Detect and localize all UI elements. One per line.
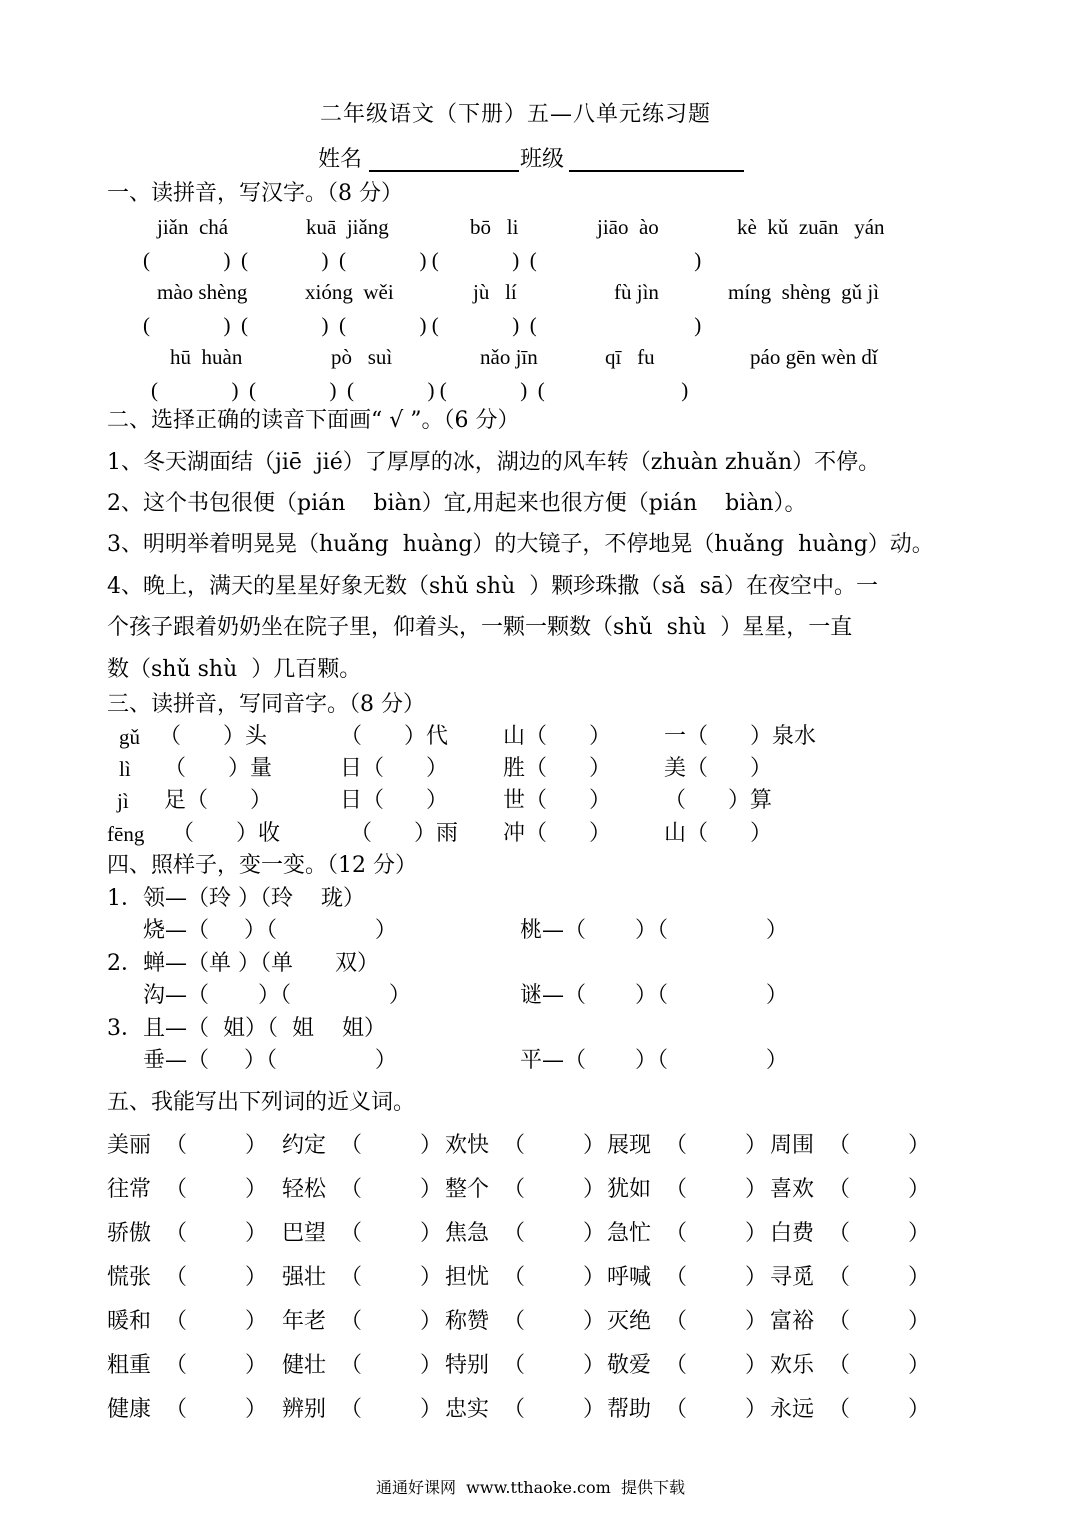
answer-blank-open[interactable]: （ <box>828 1177 851 1202</box>
answer-blank-open[interactable]: （ <box>665 1353 688 1378</box>
question-line: 1、冬天湖面结（jiē jié）了厚厚的冰，湖边的风车转（zhuàn zhuǎn）不停。 <box>107 450 881 475</box>
class-underline <box>569 170 744 172</box>
synonym-word: 骄傲 <box>107 1221 152 1246</box>
synonym-word: 急忙 <box>607 1221 652 1246</box>
synonym-word: 喜欢 <box>770 1177 815 1202</box>
answer-blank-close: ） <box>583 1177 606 1202</box>
section1-heading: 一、读拼音，写汉字。（8 分） <box>107 181 403 206</box>
answer-blank-close: ） <box>583 1133 606 1158</box>
transform-exercise[interactable]: 烧—（ ）（ ） <box>143 918 397 943</box>
class-label: 班级 <box>520 147 565 172</box>
answer-blanks[interactable]: ( ) ( ) ( ) ( ) ( ) <box>143 313 702 337</box>
transform-exercise[interactable]: 谜—（ ）（ ） <box>520 983 788 1008</box>
transform-exercise[interactable]: 沟—（ ）（ ） <box>143 983 411 1008</box>
answer-blank-open[interactable]: （ <box>165 1353 188 1378</box>
answer-blank-open[interactable]: （ <box>665 1177 688 1202</box>
synonym-word: 称赞 <box>445 1309 490 1334</box>
pinyin-item: míng shèng gǔ jì <box>728 280 880 304</box>
name-underline <box>369 170 519 172</box>
answer-blank-open[interactable]: （ <box>828 1133 851 1158</box>
answer-blank-close: ） <box>908 1177 931 1202</box>
answer-blank-open[interactable]: （ <box>340 1133 363 1158</box>
answer-blank-open[interactable]: （ <box>165 1265 188 1290</box>
pinyin-item: qī fu <box>605 345 655 369</box>
homophone-item[interactable]: 日（ ） <box>340 788 448 813</box>
pinyin-item: bō li <box>470 215 519 239</box>
pinyin-item: xióng wěi <box>305 280 394 304</box>
transform-example: 1．领—（玲 ）（玲 珑） <box>107 886 365 911</box>
answer-blank-open[interactable]: （ <box>340 1177 363 1202</box>
synonym-word: 往常 <box>107 1177 152 1202</box>
synonym-word: 暖和 <box>107 1309 152 1334</box>
answer-blank-open[interactable]: （ <box>503 1397 526 1422</box>
answer-blank-close: ） <box>908 1309 931 1334</box>
pinyin-item: páo gēn wèn dǐ <box>750 345 878 369</box>
footer-credit: 通通好课网 www.tthaoke.com 提供下载 <box>376 1478 685 1497</box>
answer-blank-open[interactable]: （ <box>340 1397 363 1422</box>
answer-blank-close: ） <box>420 1177 443 1202</box>
answer-blank-open[interactable]: （ <box>665 1221 688 1246</box>
homophone-item[interactable]: 胜（ ） <box>503 756 611 781</box>
synonym-word: 粗重 <box>107 1353 152 1378</box>
synonym-word: 忠实 <box>445 1397 490 1422</box>
answer-blank-close: ） <box>745 1221 768 1246</box>
section2-heading: 二、选择正确的读音下面画“ √ ”。（6 分） <box>107 408 520 433</box>
answer-blank-close: ） <box>583 1353 606 1378</box>
answer-blank-close: ） <box>583 1309 606 1334</box>
answer-blank-open[interactable]: （ <box>165 1177 188 1202</box>
transform-exercise[interactable]: 垂—（ ）（ ） <box>143 1048 397 1073</box>
answer-blank-open[interactable]: （ <box>503 1265 526 1290</box>
transform-exercise[interactable]: 平—（ ）（ ） <box>520 1048 788 1073</box>
synonym-word: 展现 <box>607 1133 652 1158</box>
synonym-word: 健康 <box>107 1397 152 1422</box>
answer-blank-close: ） <box>420 1353 443 1378</box>
answer-blank-close: ） <box>745 1309 768 1334</box>
synonym-word: 犹如 <box>607 1177 652 1202</box>
answer-blank-open[interactable]: （ <box>340 1309 363 1334</box>
synonym-word: 焦急 <box>445 1221 490 1246</box>
answer-blank-open[interactable]: （ <box>340 1265 363 1290</box>
answer-blank-open[interactable]: （ <box>165 1133 188 1158</box>
homophone-item[interactable]: （ ）代 <box>340 724 448 749</box>
pinyin-item: kuā jiǎng <box>306 215 389 239</box>
answer-blank-close: ） <box>745 1133 768 1158</box>
answer-blank-close: ） <box>245 1397 268 1422</box>
answer-blank-open[interactable]: （ <box>165 1221 188 1246</box>
question-line: 3、明明举着明晃晃（huǎng huàng）的大镜子，不停地晃（huǎng huàng）动。 <box>107 532 934 557</box>
answer-blank-close: ） <box>908 1221 931 1246</box>
synonym-word: 白费 <box>770 1221 815 1246</box>
answer-blanks[interactable]: ( ) ( ) ( ) ( ) ( ) <box>143 248 702 272</box>
answer-blank-open[interactable]: （ <box>165 1309 188 1334</box>
homophone-pinyin: fēng <box>107 822 145 846</box>
synonym-word: 辨别 <box>282 1397 327 1422</box>
synonym-word: 强壮 <box>282 1265 327 1290</box>
synonym-word: 担忧 <box>445 1265 490 1290</box>
synonym-word: 巴望 <box>282 1221 327 1246</box>
answer-blank-close: ） <box>245 1177 268 1202</box>
homophone-item[interactable]: 山（ ） <box>503 724 611 749</box>
answer-blanks[interactable]: ( ) ( ) ( ) ( ) ( ) <box>151 378 689 402</box>
name-label: 姓名 <box>318 147 363 172</box>
answer-blank-open[interactable]: （ <box>665 1397 688 1422</box>
homophone-item[interactable]: 足（ ） <box>164 788 272 813</box>
answer-blank-open[interactable]: （ <box>340 1353 363 1378</box>
synonym-word: 帮助 <box>607 1397 652 1422</box>
synonym-word: 寻觅 <box>770 1265 815 1290</box>
answer-blank-close: ） <box>745 1265 768 1290</box>
answer-blank-open[interactable]: （ <box>503 1133 526 1158</box>
answer-blank-close: ） <box>420 1133 443 1158</box>
answer-blank-close: ） <box>745 1177 768 1202</box>
answer-blank-close: ） <box>245 1133 268 1158</box>
answer-blank-close: ） <box>583 1221 606 1246</box>
answer-blank-open[interactable]: （ <box>665 1265 688 1290</box>
synonym-word: 约定 <box>282 1133 327 1158</box>
answer-blank-close: ） <box>245 1353 268 1378</box>
answer-blank-close: ） <box>583 1397 606 1422</box>
answer-blank-close: ） <box>908 1353 931 1378</box>
answer-blank-close: ） <box>745 1353 768 1378</box>
answer-blank-open[interactable]: （ <box>665 1309 688 1334</box>
answer-blank-open[interactable]: （ <box>165 1397 188 1422</box>
homophone-item[interactable]: （ ）头 <box>159 724 267 749</box>
homophone-pinyin: gǔ <box>119 725 140 749</box>
synonym-word: 呼喊 <box>607 1265 652 1290</box>
answer-blank-open[interactable]: （ <box>828 1397 851 1422</box>
transform-exercise[interactable]: 桃—（ ）（ ） <box>520 918 788 943</box>
answer-blank-open[interactable]: （ <box>665 1133 688 1158</box>
synonym-word: 永远 <box>770 1397 815 1422</box>
answer-blank-close: ） <box>583 1265 606 1290</box>
question-line: 数（shǔ shù ）几百颗。 <box>107 657 362 682</box>
homophone-item[interactable]: （ ）算 <box>664 788 772 813</box>
homophone-item[interactable]: （ ）收 <box>172 821 280 846</box>
answer-blank-close: ） <box>420 1265 443 1290</box>
synonym-word: 欢乐 <box>770 1353 815 1378</box>
answer-blank-close: ） <box>908 1265 931 1290</box>
homophone-item[interactable]: 美（ ） <box>664 756 772 781</box>
answer-blank-open[interactable]: （ <box>503 1353 526 1378</box>
answer-blank-open[interactable]: （ <box>828 1221 851 1246</box>
pinyin-item: fù jìn <box>614 280 659 304</box>
synonym-word: 灭绝 <box>607 1309 652 1334</box>
page-title: 二年级语文（下册）五—八单元练习题 <box>320 102 712 127</box>
homophone-pinyin: lì <box>119 757 131 781</box>
answer-blank-close: ） <box>908 1397 931 1422</box>
answer-blank-open[interactable]: （ <box>828 1309 851 1334</box>
synonym-word: 轻松 <box>282 1177 327 1202</box>
answer-blank-close: ） <box>745 1397 768 1422</box>
pinyin-item: jù lí <box>473 280 517 304</box>
synonym-word: 慌张 <box>107 1265 152 1290</box>
answer-blank-close: ） <box>420 1309 443 1334</box>
synonym-word: 欢快 <box>445 1133 490 1158</box>
homophone-item[interactable]: 世（ ） <box>503 788 611 813</box>
answer-blank-close: ） <box>420 1221 443 1246</box>
question-line: 2、这个书包很便（pián biàn）宜,用起来也很方便（pián biàn）。 <box>107 491 807 516</box>
homophone-item[interactable]: 山（ ） <box>664 821 772 846</box>
question-line: 4、晚上，满天的星星好象无数（shǔ shù ）颗珍珠撒（sǎ sā）在夜空中。一 <box>107 574 879 599</box>
synonym-word: 富裕 <box>770 1309 815 1334</box>
section5-heading: 五、我能写出下列词的近义词。 <box>107 1090 416 1115</box>
pinyin-item: mào shèng <box>157 280 248 304</box>
synonym-word: 敬爱 <box>607 1353 652 1378</box>
homophone-item[interactable]: 日（ ） <box>340 756 448 781</box>
homophone-item[interactable]: （ ）雨 <box>350 821 458 846</box>
pinyin-item: pò suì <box>331 345 393 369</box>
pinyin-item: kè kǔ zuān yán <box>737 215 885 239</box>
answer-blank-open[interactable]: （ <box>503 1177 526 1202</box>
answer-blank-open[interactable]: （ <box>828 1265 851 1290</box>
pinyin-item: hū huàn <box>170 345 243 369</box>
answer-blank-open[interactable]: （ <box>503 1309 526 1334</box>
answer-blank-close: ） <box>245 1265 268 1290</box>
answer-blank-close: ） <box>420 1397 443 1422</box>
synonym-word: 年老 <box>282 1309 327 1334</box>
transform-example: 3．且—（ 姐）（ 姐 姐） <box>107 1016 386 1041</box>
synonym-word: 美丽 <box>107 1133 152 1158</box>
answer-blank-close: ） <box>245 1221 268 1246</box>
transform-example: 2．蝉—（单 ）（单 双） <box>107 951 379 976</box>
pinyin-item: jiǎn chá <box>157 215 229 239</box>
synonym-word: 特别 <box>445 1353 490 1378</box>
answer-blank-close: ） <box>245 1309 268 1334</box>
homophone-item[interactable]: （ ）量 <box>164 756 272 781</box>
homophone-item[interactable]: 一（ ）泉水 <box>664 724 816 749</box>
answer-blank-open[interactable]: （ <box>340 1221 363 1246</box>
question-line: 个孩子跟着奶奶坐在院子里，仰着头，一颗一颗数（shǔ shù ）星星，一直 <box>107 615 853 640</box>
synonym-word: 整个 <box>445 1177 490 1202</box>
section3-heading: 三、读拼音，写同音字。（8 分） <box>107 692 425 717</box>
synonym-word: 周围 <box>770 1133 815 1158</box>
answer-blank-open[interactable]: （ <box>503 1221 526 1246</box>
homophone-pinyin: jì <box>117 789 129 813</box>
answer-blank-open[interactable]: （ <box>828 1353 851 1378</box>
answer-blank-close: ） <box>908 1133 931 1158</box>
synonym-word: 健壮 <box>282 1353 327 1378</box>
homophone-item[interactable]: 冲（ ） <box>503 821 611 846</box>
pinyin-item: jiāo ào <box>597 215 659 239</box>
section4-heading: 四、照样子，变一变。（12 分） <box>107 853 417 878</box>
pinyin-item: nǎo jīn <box>480 345 538 369</box>
